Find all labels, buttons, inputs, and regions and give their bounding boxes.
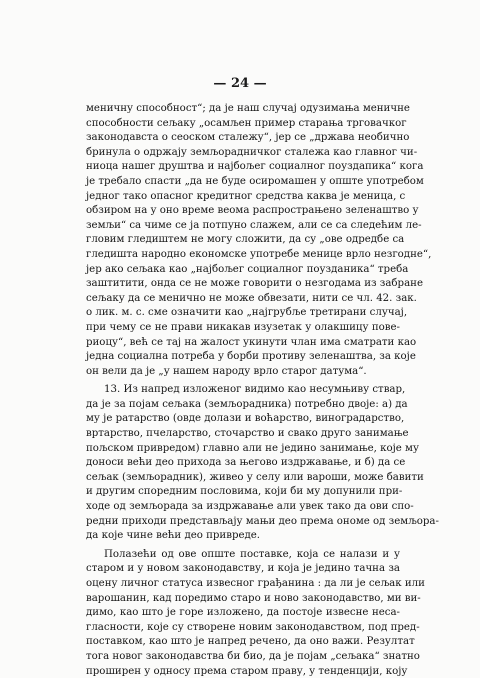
text-line: поставком, као што је напред речено, да оно важи. Резултат [86,636,415,648]
text-line: бринула о одржају земљорадничког сталежа као главног чи- [86,146,418,158]
text-line: риоцу“, већ се тај на жалост укинути члан има сматрати као [86,336,417,348]
paragraph-2 [86,383,439,544]
text-line: обзиром на у оно време веома распрострањено зеленаштво у [86,205,419,217]
text-line: заштитити, онда се не може говорити о незгодама из забране [86,278,423,290]
text-line: сељаку да се менично не може обвезати, нити се чл. 42. зак. [86,292,417,304]
paragraph-3 [86,548,425,679]
text-line: и другим споредним пословима, који би му допунили при- [86,486,403,498]
text-line: доноси већи део прихода за његово издржавање, и б) да се [86,457,406,469]
text-line: проширен у односу према старом праву, у тенденцији, коју [86,665,408,677]
text-line: при чему се не прави никакав изузетак у олакшицу пове- [86,321,400,333]
text-line: једна социална потреба у борби противу зеленаштва, за које [86,351,416,363]
text-line: ходе од земљорада за издржавање али увек тако да ови спо- [86,501,414,513]
text-line: он вели да је „у нашем народу врло старог датума“. [86,365,367,377]
text-line: законодавста о сеоском сталежу“, јер се „држава необично [86,132,410,144]
text-line: да које чине већи део привреде. [86,530,261,542]
text-line: меничну способност“; да је наш случај одузимања меничне [86,103,410,114]
text-line: пољском привредом) главно али не једино занимање, које му [86,442,419,454]
text-line: способности сељаку „осамљен пример старања трговачког [86,117,407,129]
text-line: сељак (земљорадник), живео у селу или вароши, може бавити [86,471,424,483]
text-line: Полазећи од ове опште поставке, која се налази и у [104,548,400,560]
text-line: 13. Из напред изложеног видимо као несумњиву ствар, [104,384,406,396]
text-line: тога новог законодавства би био, да је појам „сељака“ знатно [86,650,420,662]
text-line: гледишта народно економске употребе менице врло незгодне“, [86,248,432,260]
text-line: редни приходи представљају мањи део према ономе од земљора- [86,515,439,527]
text-line: гловим гледиштем не могу сложити, да су „ове одредбе са [86,234,405,246]
text-line: земљи“ са чиме се ја потпуно слажем, али се са следећим ле- [86,219,422,231]
text-line: јер ако сељака као „најбољег социалног поузданика“ треба [86,263,409,275]
text-line: ниоца нашег друштва и најбољег социалног поуздапика“ кога [86,161,424,173]
paragraph-1 [86,102,432,379]
body-text [86,102,439,679]
text-line: старом и у новом законодавству, и која је једино тачна за [86,563,400,575]
text-line: му је ратарство (овде долази и воћарство, виноградарство, [86,413,405,425]
text-line: варошанин, кад поредимо старо и ново законодавство, ми ви- [86,592,421,604]
text-line: димо, као што је горе изложено, да постоје извесне неса- [86,607,400,619]
text-line: је требало спасти „да не буде осиромашен у опште употребом [86,175,424,187]
text-line: гласности, које су створене новим законодавством, под пред- [86,621,420,633]
page-number: — 24 — [213,76,267,91]
text-line: једног тако опасног кредитног средства каква је меница, с [86,190,406,202]
text-line: вртарство, пчеларство, сточарство и свако друго занимање [86,428,409,440]
text-line: оцену личног статуса извесног грађанина : да ли је сељак или [86,578,425,589]
text-line: да је за појам сељака (земљорадника) потребно двоје: а) да [86,398,408,410]
text-line: о лик. м. с. сме означити као „најгрубље третирани случај, [86,307,408,319]
